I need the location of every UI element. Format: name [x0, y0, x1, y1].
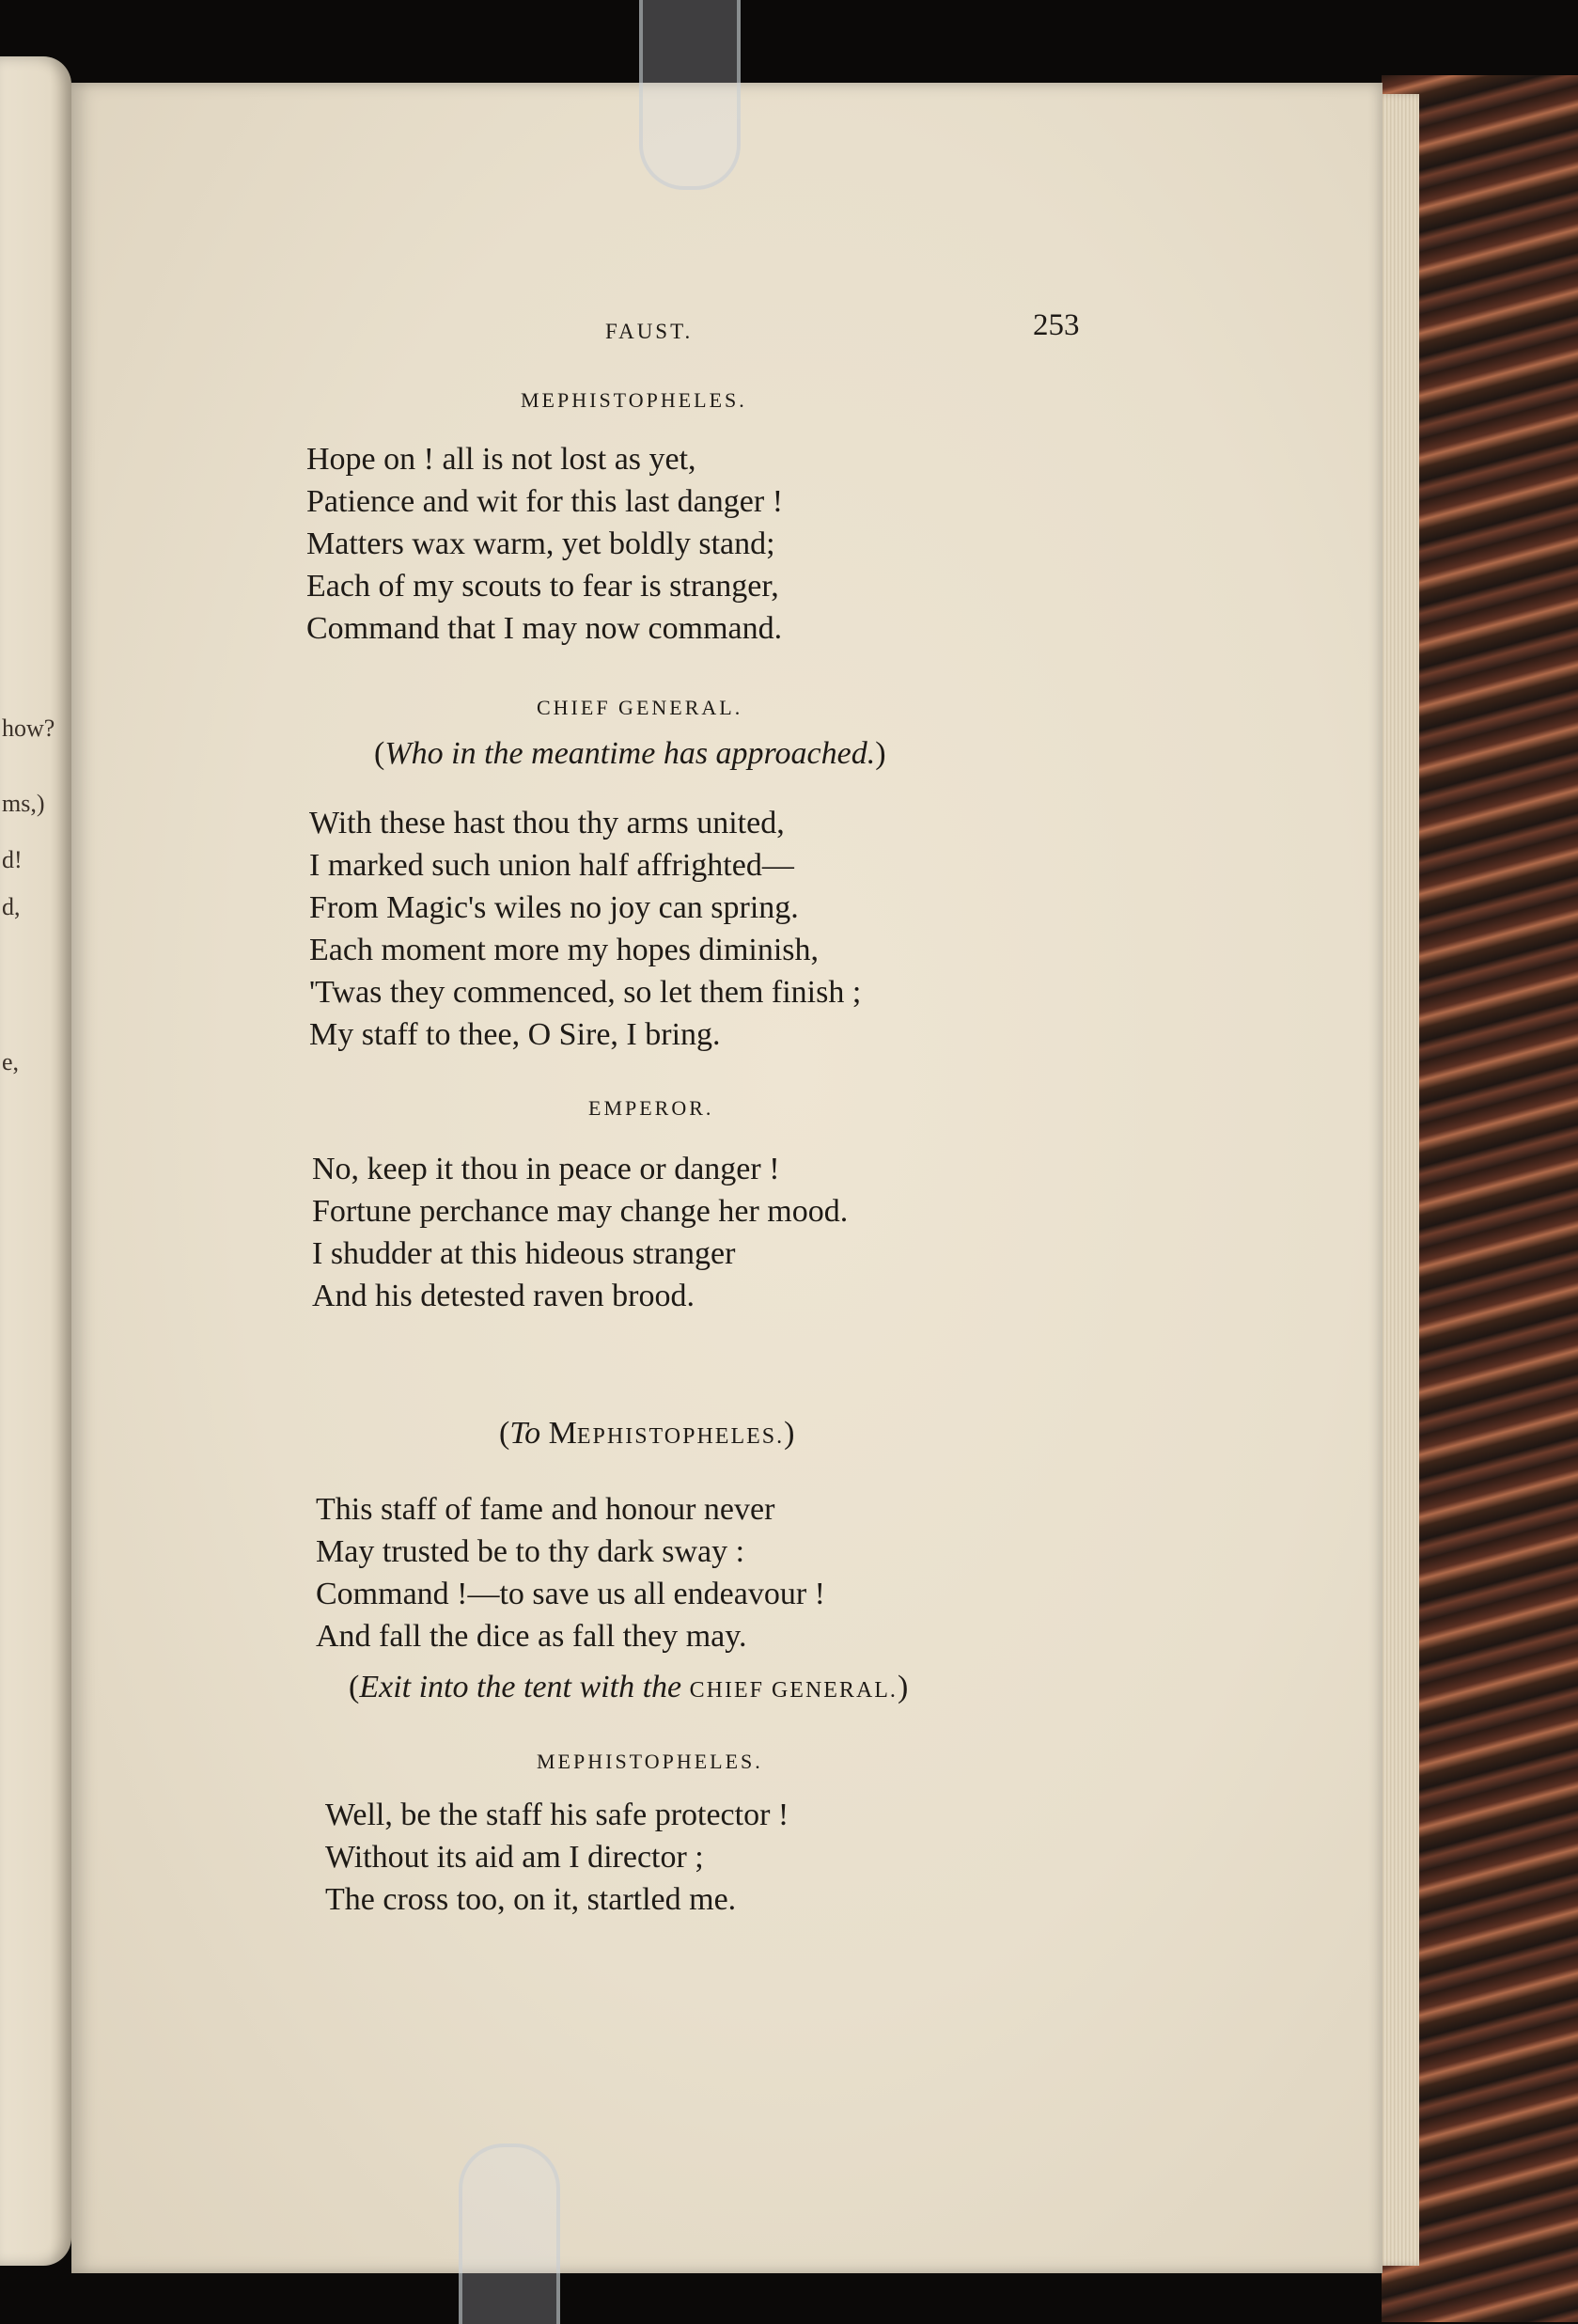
- verse-block: [312, 1148, 848, 1317]
- verse-line: Each of my scouts to fear is stranger,: [306, 569, 779, 604]
- page-number: 253: [1033, 308, 1080, 342]
- verse-block: [325, 1794, 789, 1921]
- verse-block: [309, 802, 861, 1056]
- stage-direction-rest: EPHISTOPHELES.: [576, 1424, 785, 1449]
- verse-line: I marked such union half affrighted—: [309, 848, 794, 883]
- verse-line: Without its aid am I director ;: [325, 1840, 704, 1875]
- stage-direction-italic: To: [509, 1416, 541, 1451]
- speaker-name: CHIEF GENERAL.: [537, 696, 743, 719]
- verse-line: Fortune perchance may change her mood.: [312, 1194, 849, 1229]
- left-page-fragment: d,: [2, 893, 21, 920]
- left-facing-page: [0, 56, 71, 2266]
- exit-direction: (Exit into the tent with the CHIEF GENERAL.): [349, 1670, 909, 1704]
- verse-line: Each moment more my hopes diminish,: [309, 933, 820, 967]
- exit-direction-caps: CHIEF GENERAL.: [689, 1678, 898, 1703]
- stage-direction-initial: M: [548, 1416, 577, 1451]
- speaker-name: MEPHISTOPHELES.: [521, 388, 747, 412]
- paper-clip-bottom: [459, 2143, 560, 2324]
- verse-line: Well, be the staff his safe protector !: [325, 1798, 789, 1832]
- left-page-fragment: ms,): [2, 790, 45, 817]
- verse-line: No, keep it thou in peace or danger !: [312, 1152, 780, 1186]
- verse-line: Command that I may now command.: [306, 611, 783, 646]
- verse-line: Hope on ! all is not lost as yet,: [306, 442, 696, 477]
- verse-line: With these hast thou thy arms united,: [309, 806, 785, 840]
- verse-line: Patience and wit for this last danger !: [306, 484, 784, 519]
- running-title: FAUST.: [605, 320, 694, 343]
- left-page-fragment: d!: [2, 846, 23, 873]
- verse-line: My staff to thee, O Sire, I bring.: [309, 1017, 721, 1052]
- verse-block: [316, 1488, 825, 1657]
- verse-line: The cross too, on it, startled me.: [325, 1882, 737, 1917]
- stage-direction-text: Who in the meantime has approached.: [384, 736, 876, 771]
- paper-clip-top: [639, 0, 741, 190]
- verse-line: Command !—to save us all endeavour !: [316, 1577, 825, 1611]
- verse-line: Matters wax warm, yet boldly stand;: [306, 526, 775, 561]
- speaker-name: MEPHISTOPHELES.: [537, 1750, 763, 1773]
- stage-direction: (Who in the meantime has approached.): [374, 736, 886, 771]
- verse-line: From Magic's wiles no joy can spring.: [309, 890, 799, 925]
- verse-line: 'Twas they commenced, so let them finish ;: [309, 975, 862, 1010]
- left-page-fragment: e,: [2, 1048, 20, 1076]
- verse-line: And fall the dice as fall they may.: [316, 1619, 747, 1654]
- verse-line: This staff of fame and honour never: [316, 1492, 775, 1527]
- verse-line: I shudder at this hideous stranger: [312, 1236, 736, 1271]
- stage-direction: (To MEPHISTOPHELES.): [499, 1416, 795, 1451]
- exit-direction-italic: Exit into the tent with the: [359, 1670, 682, 1704]
- verse-line: May trusted be to thy dark sway :: [316, 1534, 745, 1569]
- speaker-name: EMPEROR.: [588, 1096, 714, 1120]
- verse-line: And his detested raven brood.: [312, 1279, 695, 1313]
- verse-block: [306, 438, 783, 650]
- left-page-fragment: how?: [2, 714, 55, 742]
- book-page: [71, 83, 1383, 2273]
